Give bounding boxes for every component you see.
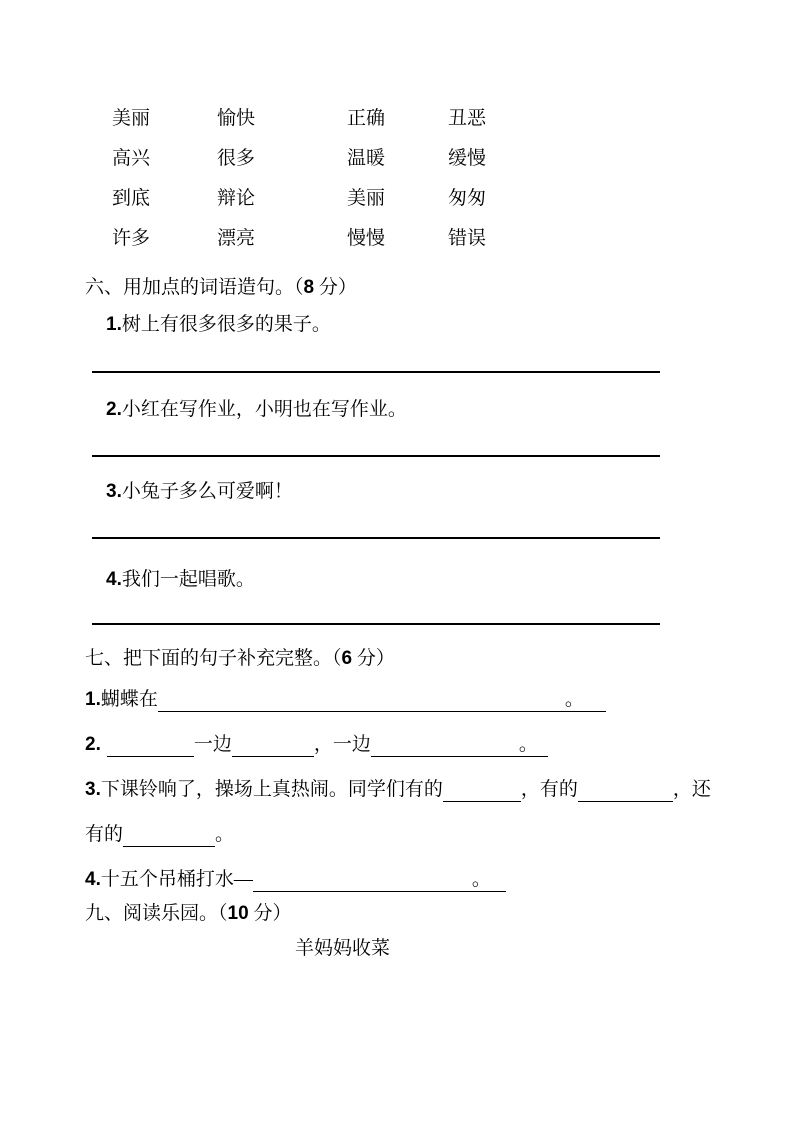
match-word: 慢慢 xyxy=(347,228,386,249)
item-text: 小兔子多么可爱啊！ xyxy=(121,481,293,502)
item-text: 一边 xyxy=(332,734,371,755)
section-six-title: 用加点的词语造句。 xyxy=(123,277,295,298)
item-text: 我们一起唱歌。 xyxy=(121,569,255,590)
section-seven-number: 七、 xyxy=(85,648,124,669)
word-match-grid xyxy=(112,99,794,259)
match-word: 丑恶 xyxy=(448,108,487,129)
section-six-number: 六、 xyxy=(85,277,124,298)
item-text: ，还 xyxy=(672,779,711,800)
fill-item-4 xyxy=(85,857,794,902)
answer-line-3 xyxy=(92,537,660,539)
item-text: 树上有很多很多的果子。 xyxy=(121,314,331,335)
item-text: ， xyxy=(313,734,333,755)
fill-blank xyxy=(123,824,215,847)
reading-passage-title xyxy=(85,937,600,961)
fill-blank xyxy=(158,684,606,712)
fill-item-1 xyxy=(85,677,794,722)
item-number: 4. xyxy=(106,569,122,590)
section-six-score: （8 分） xyxy=(294,277,357,298)
blank-period: 。 xyxy=(518,734,538,755)
answer-line-4 xyxy=(92,623,660,625)
fill-item-3-line-2 xyxy=(85,812,794,857)
item-text: 小红在写作业，小明也在写作业。 xyxy=(121,399,407,420)
section-seven-heading xyxy=(85,647,794,671)
fill-blank xyxy=(578,779,673,802)
match-word: 美丽 xyxy=(112,108,151,129)
match-word: 匆匆 xyxy=(448,188,487,209)
section-nine-score: （10 分） xyxy=(218,903,292,924)
fill-blank xyxy=(253,864,506,892)
sentence-item-3 xyxy=(106,480,794,504)
match-word: 美丽 xyxy=(347,188,386,209)
match-word: 漂亮 xyxy=(217,228,256,249)
item-text: 有的 xyxy=(85,824,124,845)
fill-blank xyxy=(232,734,314,757)
fill-blank xyxy=(443,779,521,802)
item-text: 。 xyxy=(215,824,235,845)
section-seven-score: （6 分） xyxy=(332,648,395,669)
section-six-heading xyxy=(85,276,794,300)
sentence-item-2 xyxy=(106,398,794,422)
match-word: 到底 xyxy=(112,188,151,209)
item-number: 1. xyxy=(106,314,122,335)
match-word: 高兴 xyxy=(112,148,151,169)
fill-blank xyxy=(371,729,548,757)
item-text: ，有的 xyxy=(520,779,578,800)
section-nine-number: 九、 xyxy=(85,903,124,924)
match-word: 缓慢 xyxy=(448,148,487,169)
fill-item-2 xyxy=(85,722,794,767)
blank-period: 。 xyxy=(471,869,491,890)
match-word: 温暖 xyxy=(347,148,386,169)
match-word: 愉快 xyxy=(217,108,256,129)
item-number: 2. xyxy=(85,734,101,755)
section-nine-title: 阅读乐园。 xyxy=(123,903,219,924)
match-word: 辩论 xyxy=(217,188,256,209)
answer-line-1 xyxy=(92,371,660,373)
fill-item-3-line-1 xyxy=(85,767,794,812)
match-word: 正确 xyxy=(347,108,386,129)
fill-blank xyxy=(107,734,194,757)
sentence-item-4 xyxy=(106,568,794,592)
match-word: 很多 xyxy=(217,148,256,169)
item-text: 蝴蝶在 xyxy=(100,689,158,710)
item-number: 3. xyxy=(106,481,122,502)
answer-line-2 xyxy=(92,455,660,457)
match-word: 许多 xyxy=(112,228,151,249)
item-number: 2. xyxy=(106,399,122,420)
item-text: 十五个吊桶打水— xyxy=(100,869,253,890)
item-number: 4. xyxy=(85,869,101,890)
blank-period: 。 xyxy=(564,689,584,710)
item-number: 1. xyxy=(85,689,101,710)
match-word: 错误 xyxy=(448,228,487,249)
item-text: 下课铃响了，操场上真热闹。同学们有的 xyxy=(100,779,443,800)
sentence-item-1 xyxy=(106,313,794,337)
item-text: 一边 xyxy=(193,734,232,755)
section-seven-title: 把下面的句子补充完整。 xyxy=(123,648,333,669)
item-number: 3. xyxy=(85,779,101,800)
reading-title-text: 羊妈妈收菜 xyxy=(294,938,390,959)
section-nine-heading xyxy=(85,902,794,926)
